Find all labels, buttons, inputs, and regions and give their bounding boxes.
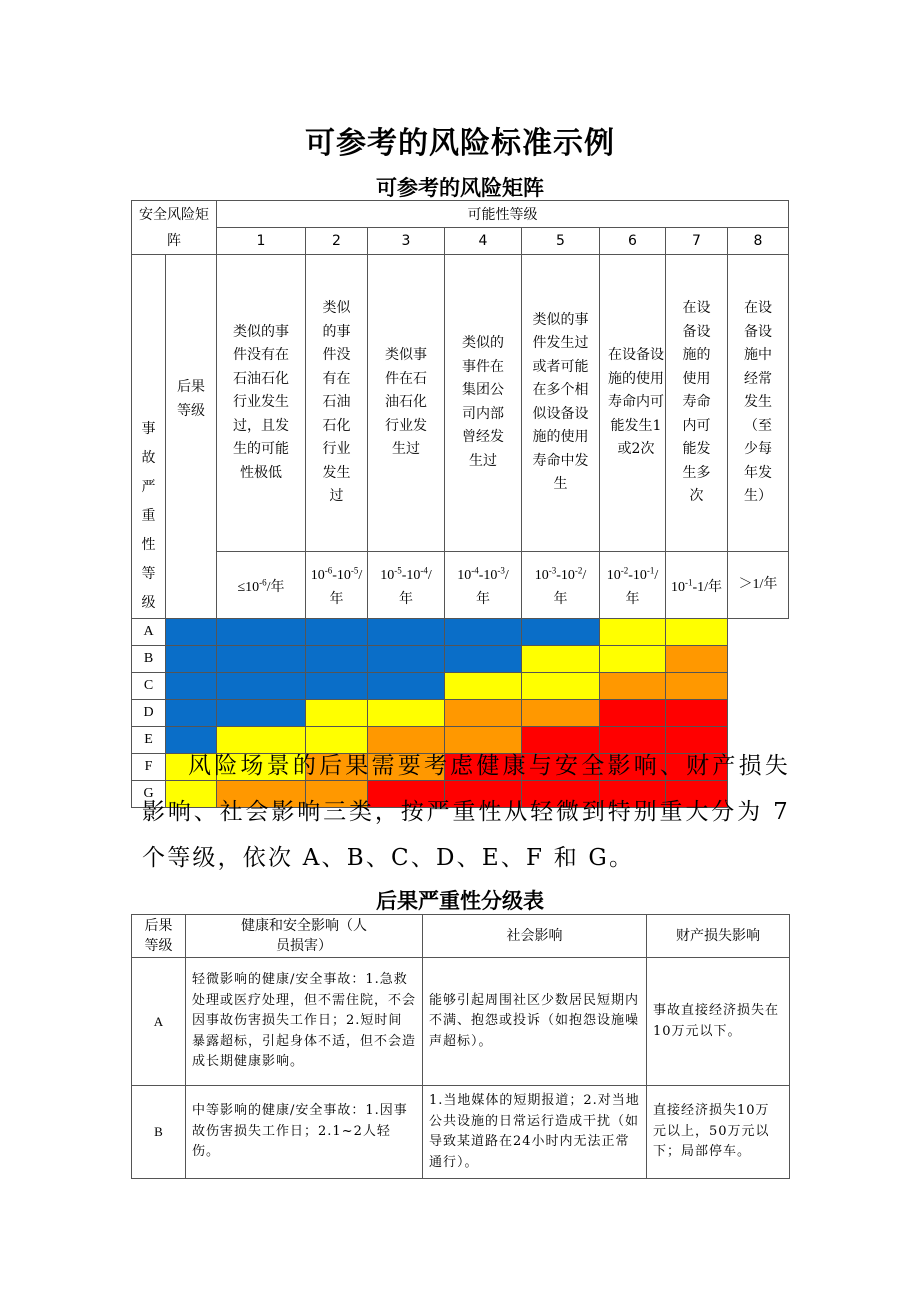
consequence-row-B — [132, 1086, 790, 1179]
header-health-safety — [186, 915, 423, 958]
severity-level-D: D — [132, 700, 166, 727]
likelihood-description-text: 在设备设施中经常发生（至少每年发生） — [744, 300, 772, 505]
frequency-cell-1 — [217, 551, 306, 618]
likelihood-level-6: 6 — [600, 228, 666, 255]
consequence-social-B: 1.当地媒体的短期报道；2.对当地公共设施的日常运行造成干扰（如导致某道路在24小时内无法正常通行）。 — [423, 1086, 647, 1179]
likelihood-description-8 — [728, 255, 789, 552]
frequency-exponent: -6 — [324, 565, 333, 576]
risk-cell-C-4-blue — [368, 673, 445, 700]
likelihood-levels-row — [132, 228, 789, 255]
frequency-exponent: -4 — [471, 565, 479, 576]
likelihood-level-7: 7 — [666, 228, 728, 255]
likelihood-description-4 — [445, 255, 522, 552]
consequence-social-A: 能够引起周围社区少数居民短期内不满、抱怨或投诉（如抱怨设施噪声超标）。 — [423, 958, 647, 1086]
frequency-exponent: -4 — [420, 565, 428, 576]
likelihood-description-5 — [522, 255, 600, 552]
header-social-text: 社会影响 — [506, 928, 563, 944]
header-property — [647, 915, 790, 958]
frequency-text: $10^{-3}-10^{-2}/$年 — [534, 565, 587, 607]
consequence-header-row — [132, 915, 790, 958]
consequence-level-text: 后果等级 — [177, 379, 205, 419]
likelihood-description-text: 类似的事件在集团公司内部曾经发生过 — [462, 335, 504, 469]
header-health-safety-text: 健康和安全影响（人员损害） — [241, 918, 367, 954]
risk-cell-A-3-blue — [306, 619, 368, 646]
risk-cell-A-8-yellow — [666, 619, 728, 646]
frequency-wrap — [532, 558, 590, 612]
risk-cell-A-7-yellow — [600, 619, 666, 646]
risk-cell-C-6-yellow — [522, 673, 600, 700]
matrix-corner-label: 安全风险矩阵 — [132, 201, 217, 255]
risk-cell-B-4-blue — [368, 646, 445, 673]
risk-cell-D-1-blue — [166, 700, 217, 727]
risk-cell-D-3-yellow — [306, 700, 368, 727]
frequency-cell-7 — [666, 551, 728, 618]
consequence-level-A: A — [132, 958, 186, 1086]
consequence-health-A: 轻微影响的健康/安全事故：1.急救处理或医疗处理，但不需住院，不会因事故伤害损失工作日；2.短时间暴露超标，引起身体不适，但不会造成长期健康影响。 — [186, 958, 423, 1086]
frequency-wrap — [728, 573, 788, 597]
frequency-exponent: -5 — [350, 565, 359, 576]
likelihood-description-6 — [600, 255, 666, 552]
risk-cell-B-6-yellow — [522, 646, 600, 673]
risk-cell-B-7-yellow — [600, 646, 666, 673]
header-social — [423, 915, 647, 958]
risk-cell-A-4-blue — [368, 619, 445, 646]
header-consequence-level — [132, 915, 186, 958]
severity-level-B: B — [132, 646, 166, 673]
severity-level-A: A — [132, 619, 166, 646]
frequency-wrap — [668, 570, 726, 600]
risk-cell-B-1-blue — [166, 646, 217, 673]
risk-cell-B-3-blue — [306, 646, 368, 673]
likelihood-header: 可能性等级 — [217, 201, 789, 228]
likelihood-descriptions-row — [132, 255, 789, 552]
frequency-exponent: -3 — [548, 565, 557, 576]
likelihood-level-8: 8 — [728, 228, 789, 255]
frequency-cell-8 — [728, 551, 789, 618]
frequency-wrap — [221, 570, 301, 600]
consequence-paragraph: 风险场景的后果需要考虑健康与安全影响、财产损失影响、社会影响三类，按严重性从轻微到特别重大分为 7 个等级，依次 A、B、C、D、E、F 和 G。 — [142, 753, 790, 871]
risk-cell-D-7-red — [600, 700, 666, 727]
frequency-text: $10^{-6}-10^{-5}/$年 — [310, 565, 363, 607]
likelihood-description-text: 在设备设施的使用寿命内可能发生多次 — [682, 300, 711, 505]
severity-axis-text: 事故严重性等级 — [141, 421, 156, 611]
frequency-exponent: -2 — [620, 565, 629, 576]
severity-level-G: G — [132, 781, 166, 808]
frequency-cell-5 — [522, 551, 600, 618]
likelihood-description-2 — [306, 255, 368, 552]
risk-cell-B-8-orange — [666, 646, 728, 673]
frequency-text: $\le 10^{-6}/$年 — [237, 577, 285, 595]
frequency-wrap — [604, 558, 662, 612]
frequency-cell-4 — [445, 551, 522, 618]
matrix-row-B — [132, 646, 789, 673]
matrix-row-C — [132, 673, 789, 700]
consequence-property-B: 直接经济损失10万元以上，50万元以下；局部停车。 — [647, 1086, 790, 1179]
likelihood-description-text: 类似的事件没有在石油石化行业发生过 — [322, 300, 351, 505]
risk-cell-C-3-blue — [306, 673, 368, 700]
risk-cell-B-2-blue — [217, 646, 306, 673]
likelihood-level-3: 3 — [368, 228, 445, 255]
frequency-text: ＞1/年 — [738, 576, 778, 592]
likelihood-description-7 — [666, 255, 728, 552]
frequency-exponent: -2 — [574, 565, 583, 576]
risk-cell-D-2-blue — [217, 700, 306, 727]
consequence-property-A: 事故直接经济损失在10万元以下。 — [647, 958, 790, 1086]
page-title: 可参考的风险标准示例 — [305, 126, 615, 161]
frequency-text: $10^{-4}-10^{-3}/$年 — [457, 565, 509, 607]
frequency-exponent: -1 — [646, 565, 655, 576]
consequence-level-label — [166, 255, 217, 619]
risk-cell-D-5-orange — [445, 700, 522, 727]
frequency-cell-2 — [306, 551, 368, 618]
frequency-cell-6 — [600, 551, 666, 618]
consequence-level-B: B — [132, 1086, 186, 1179]
frequency-text: $10^{-2}-10^{-1}/$年 — [606, 565, 659, 607]
consequence-severity-table — [131, 914, 790, 1179]
risk-cell-A-6-blue — [522, 619, 600, 646]
risk-cell-D-8-red — [666, 700, 728, 727]
severity-level-F: F — [132, 754, 166, 781]
matrix-row-A — [132, 619, 789, 646]
risk-cell-D-4-yellow — [368, 700, 445, 727]
likelihood-level-5: 5 — [522, 228, 600, 255]
header-consequence-level-text: 后果等级 — [144, 918, 173, 954]
likelihood-description-3 — [368, 255, 445, 552]
risk-cell-A-2-blue — [217, 619, 306, 646]
likelihood-description-text: 类似的事件没有在石油石化行业发生过，且发生的可能性极低 — [233, 323, 289, 481]
consequence-row-A — [132, 958, 790, 1086]
risk-cell-C-2-blue — [217, 673, 306, 700]
matrix-row-D — [132, 700, 789, 727]
consequence-health-B: 中等影响的健康/安全事故：1.因事故伤害损失工作日；2.1~2人轻伤。 — [186, 1086, 423, 1179]
risk-cell-C-7-orange — [600, 673, 666, 700]
likelihood-description-text: 在设备设施的使用寿命内可能发生1或2次 — [608, 347, 664, 458]
risk-matrix-table — [131, 200, 789, 808]
likelihood-description-text: 类似事件在石油石化行业发生过 — [385, 347, 427, 458]
risk-cell-B-5-blue — [445, 646, 522, 673]
frequency-wrap — [454, 558, 512, 612]
risk-cell-D-6-orange — [522, 700, 600, 727]
header-property-text: 财产损失影响 — [676, 928, 760, 944]
risk-cell-C-5-yellow — [445, 673, 522, 700]
matrix-title: 可参考的风险矩阵 — [376, 176, 544, 200]
likelihood-level-1: 1 — [217, 228, 306, 255]
likelihood-description-text: 类似的事件发生过或者可能在多个相似设备设施的使用寿命中发生 — [532, 311, 589, 493]
risk-cell-C-8-orange — [666, 673, 728, 700]
frequency-wrap — [377, 558, 435, 612]
risk-cell-C-1-blue — [166, 673, 217, 700]
frequency-exponent: -3 — [497, 565, 505, 576]
likelihood-description-1 — [217, 255, 306, 552]
frequency-exponent: -6 — [259, 577, 267, 588]
severity-axis-label — [132, 255, 166, 619]
frequency-row — [132, 551, 789, 618]
frequency-exponent: -1 — [684, 577, 693, 588]
frequency-text: $10^{-5}-10^{-4}/$年 — [380, 565, 432, 607]
frequency-wrap — [308, 558, 366, 612]
severity-level-E: E — [132, 727, 166, 754]
frequency-exponent: -5 — [394, 565, 402, 576]
frequency-text: $10^{-1}-1/$年 — [670, 577, 723, 595]
frequency-cell-3 — [368, 551, 445, 618]
risk-cell-A-1-blue — [166, 619, 217, 646]
likelihood-level-4: 4 — [445, 228, 522, 255]
consequence-table-title: 后果严重性分级表 — [376, 889, 544, 913]
likelihood-level-2: 2 — [306, 228, 368, 255]
severity-level-C: C — [132, 673, 166, 700]
risk-cell-A-5-blue — [445, 619, 522, 646]
